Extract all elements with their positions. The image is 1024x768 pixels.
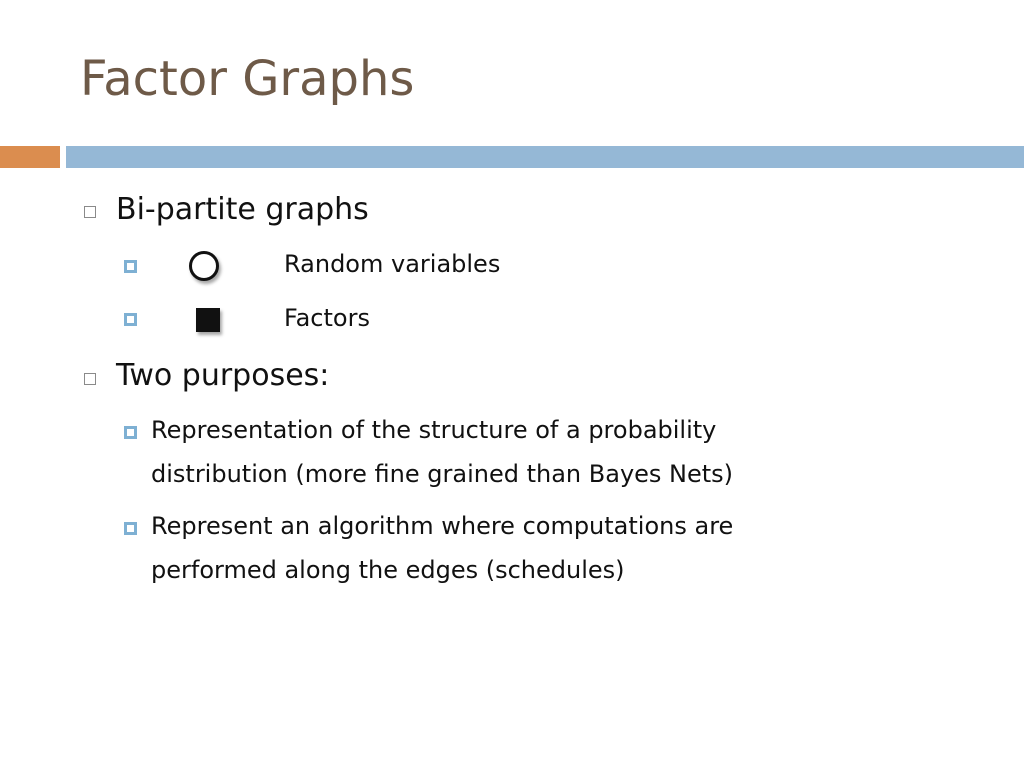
accent-bar bbox=[0, 146, 60, 168]
sub-bullet-icon bbox=[124, 426, 137, 439]
sub-bullet-icon bbox=[124, 313, 137, 326]
sub-bullet-representation-line2: distribution (more fine grained than Bayes Nets) bbox=[151, 460, 734, 488]
sub-bullet-algorithm-line2: performed along the edges (schedules) bbox=[151, 556, 625, 584]
bullet-bi-partite-graphs: Bi-partite graphs bbox=[116, 192, 369, 227]
sub-bullet-icon bbox=[124, 522, 137, 535]
sub-bullet-algorithm-line1: Represent an algorithm where computations are bbox=[151, 512, 734, 540]
bullet-hollow-square-icon bbox=[84, 373, 96, 385]
sub-bullet-factors: Factors bbox=[284, 304, 370, 332]
factor-square-icon bbox=[196, 308, 220, 332]
sub-bullet-representation-line1: Representation of the structure of a probability bbox=[151, 416, 717, 444]
bullet-two-purposes: Two purposes: bbox=[116, 358, 330, 393]
title-divider-bar bbox=[66, 146, 1024, 168]
sub-bullet-random-variables: Random variables bbox=[284, 250, 501, 278]
random-variable-circle-icon bbox=[189, 251, 219, 281]
bullet-hollow-square-icon bbox=[84, 206, 96, 218]
sub-bullet-icon bbox=[124, 260, 137, 273]
slide-title: Factor Graphs bbox=[80, 51, 415, 107]
